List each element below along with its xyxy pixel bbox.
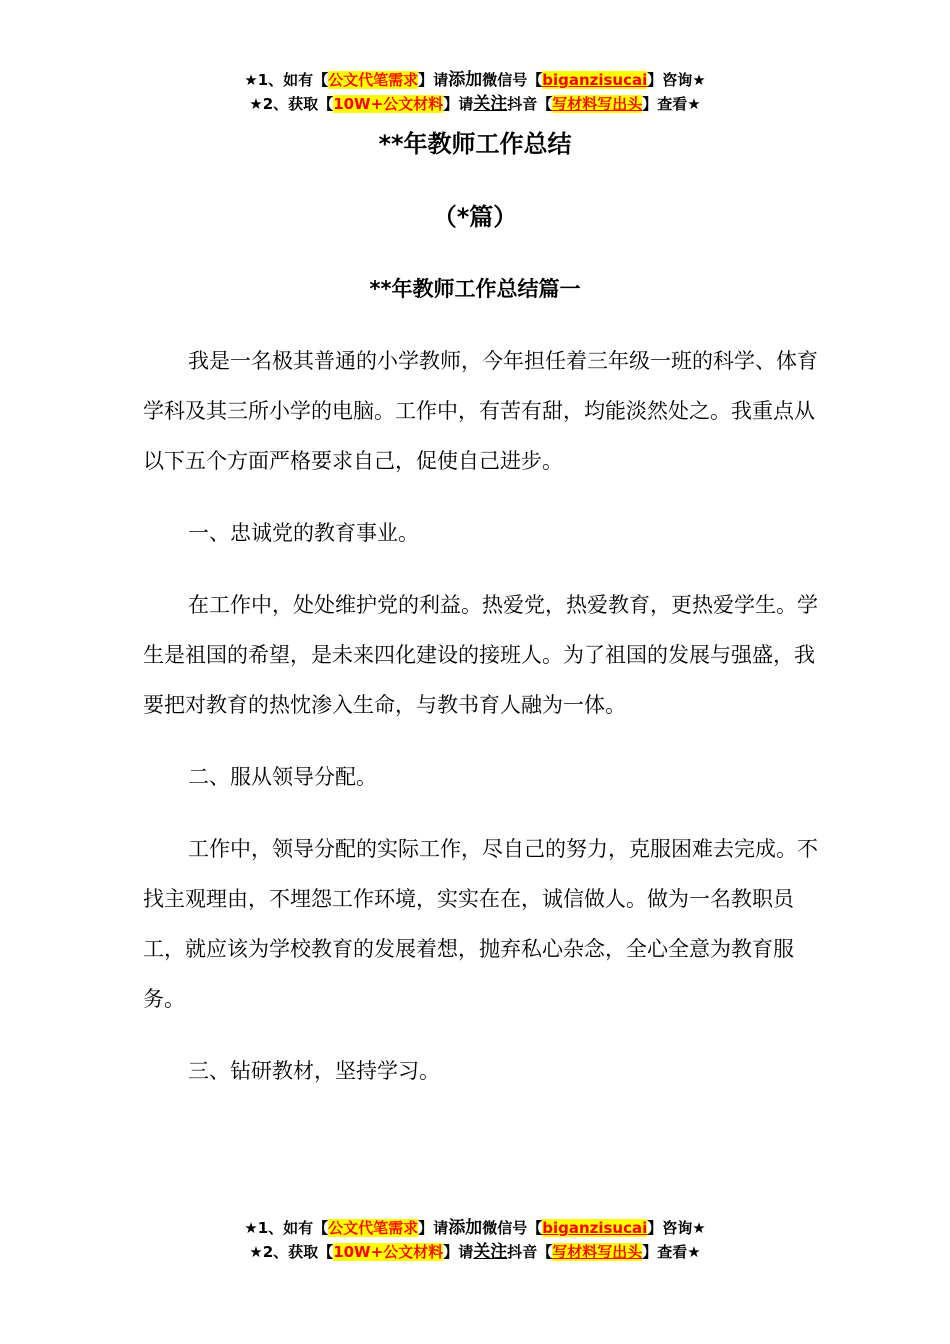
wechat-id-highlight: biganzisucai [542,1219,648,1237]
document-body [143,336,823,1118]
paragraph: 我是一名极其普通的小学教师，今年担任着三年级一班的科学、体育学科及其三所小学的电脑。工作中，有苦有甜，均能淡然处之。我重点从以下五个方面严格要求自己，促使自己进步。 [143,349,818,473]
banner-emphasis: 关注 [473,1242,508,1262]
banner-text: 】请 [443,1243,474,1261]
banner-line-1 [0,68,950,92]
paragraph: 工作中，领导分配的实际工作，尽自己的努力，克服困难去完成。不找主观理由，不埋怨工作环境，实实在在，诚信做人。做为一名教职员工，就应该为学校教育的发展着想，抛弃私心杂念，全心全意为教育服务。 [143,837,818,1011]
paragraph: 一、忠诚党的教育事业。 [188,521,419,545]
banner-highlight: 公文代笔需求 [328,71,419,89]
banner-line-2 [0,1240,950,1264]
banner-text: 抖音【 [507,1243,553,1261]
banner-emphasis: 添加 [448,70,483,90]
banner-text: 抖音【 [507,95,553,113]
banner-text: 】请 [418,1219,449,1237]
douyin-id-highlight: 写材料写出头 [552,95,643,113]
banner-text: ★2、获取【 [249,1243,334,1261]
wechat-id-highlight: biganzisucai [542,71,648,89]
banner-highlight: 10W+公文材料 [333,1243,444,1261]
document-subtitle: （*篇） [432,203,518,231]
header-banner [0,68,950,116]
banner-text: 】请 [443,95,474,113]
banner-text: 】查看★ [642,95,701,113]
banner-text: 】咨询★ [647,71,706,89]
banner-text: ★1、如有【 [244,71,329,89]
douyin-id-highlight: 写材料写出头 [552,1243,643,1261]
banner-text: 】查看★ [642,1243,701,1261]
banner-highlight: 10W+公文材料 [333,95,444,113]
banner-text: 微信号【 [482,1219,543,1237]
banner-text: ★1、如有【 [244,1219,329,1237]
section-title: **年教师工作总结篇一 [369,277,581,301]
banner-text: 微信号【 [482,71,543,89]
document-title: **年教师工作总结 [378,130,572,158]
banner-text: 】咨询★ [647,1219,706,1237]
banner-line-2 [0,92,950,116]
banner-text: ★2、获取【 [249,95,334,113]
paragraph: 在工作中，处处维护党的利益。热爱党，热爱教育，更热爱学生。学生是祖国的希望，是未来四化建设的接班人。为了祖国的发展与强盛，我要把对教育的热忱渗入生命，与教书育人融为一体。 [143,593,818,717]
paragraph: 二、服从领导分配。 [188,765,377,789]
paragraph: 三、钻研教材，坚持学习。 [188,1059,440,1083]
banner-highlight: 公文代笔需求 [328,1219,419,1237]
banner-emphasis: 关注 [473,94,508,114]
banner-text: 】请 [418,71,449,89]
footer-banner [0,1216,950,1264]
banner-emphasis: 添加 [448,1218,483,1238]
banner-line-1 [0,1216,950,1240]
